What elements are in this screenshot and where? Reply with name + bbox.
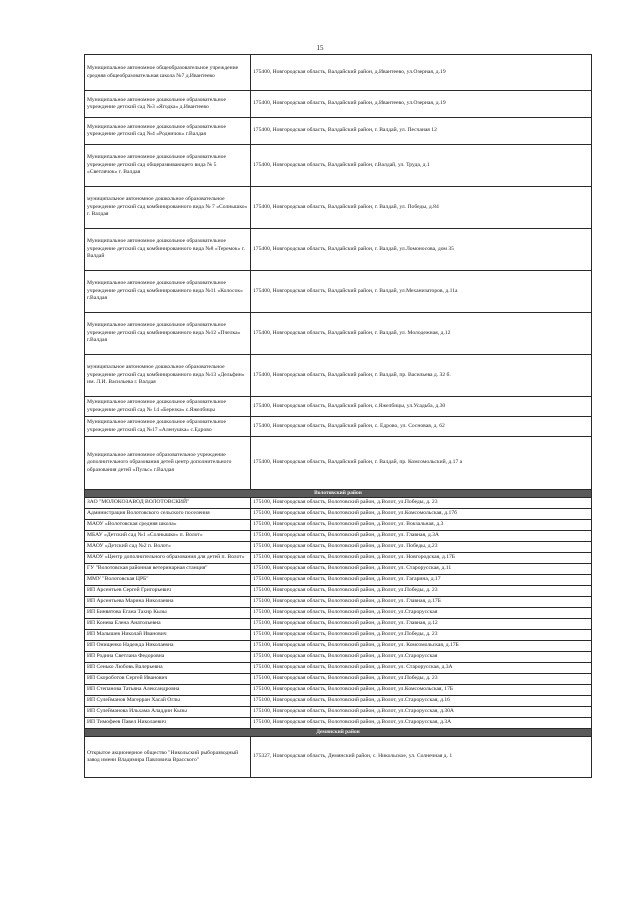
organization-address: 175400, Новгородская область, Валдайский район, г. Валдай, ул. Победы, д.84 bbox=[251, 187, 592, 229]
registry-table bbox=[84, 54, 592, 778]
organization-name: ИП Бинвятова Егана Тахир Кызы bbox=[85, 608, 251, 619]
organization-name: ИП Арсентьев Сергей Григорьевич bbox=[85, 586, 251, 597]
organization-name: ГУ "Волотовская районная ветеринарная станция" bbox=[85, 564, 251, 575]
organization-name: ИП Родина Светлана Федоровна bbox=[85, 652, 251, 663]
table-row bbox=[85, 685, 592, 696]
organization-name: Муниципальное автономное дошкольное образовательное учреждение детский сад №17 «Аленушка» с.Едрово bbox=[85, 417, 251, 437]
organization-address: 175100, Новгородская область, Волотовский район, д.Волот, ул. Комсомольская, д.17Б bbox=[251, 641, 592, 652]
organization-address: 175100, Новгородская область, Волотовский район, д.Волот, ул.Победы, д. 23 bbox=[251, 498, 592, 509]
table-row bbox=[85, 542, 592, 553]
organization-name: Муниципальное автономное общеобразовательное учреждение средняя общеобразовательная школа №7 д.Ивантеево bbox=[85, 55, 251, 91]
organization-address: 175400, Новгородская область, Валдайский район, г. Валдай, ул.Механизаторов, д.11а bbox=[251, 271, 592, 313]
demyansk-district-rows bbox=[85, 737, 592, 778]
organization-address: 175100, Новгородская область, Волотовский район, д.Волот, ул.Победы, д. 23 bbox=[251, 586, 592, 597]
organization-name: МАОУ «Детский сад №2 п. Волот» bbox=[85, 542, 251, 553]
table-row bbox=[85, 718, 592, 729]
organization-name: ИП Тимофеев Павел Николаевич bbox=[85, 718, 251, 729]
district-header-demyansk bbox=[85, 729, 592, 737]
table-row bbox=[85, 531, 592, 542]
organization-address: 175100, Новгородская область, Волотовский район, д.Волот, ул. Главная, д.3А bbox=[251, 531, 592, 542]
table-row bbox=[85, 271, 592, 313]
organization-name: Муниципальное автономное дошкольное образовательное учреждение детский сад комбинированного вида №8 «Теремок» г. Валдай bbox=[85, 229, 251, 271]
table-row bbox=[85, 417, 592, 437]
volot-district-rows bbox=[85, 498, 592, 729]
organization-address: 175400, Новгородская область, Валдайский район, г.Валдай, ул. Труда, д.1 bbox=[251, 145, 592, 187]
organization-name: ЗАО "МОЛОКОЗАВОД ВОЛОТОВСКИЙ" bbox=[85, 498, 251, 509]
valdai-district-rows bbox=[85, 55, 592, 490]
district-name: Демянский район bbox=[85, 729, 592, 737]
table-row bbox=[85, 663, 592, 674]
organization-address: 175400, Новгородская область, Валдайский район, г. Валдай, ул.Ломоносова, дом 35 bbox=[251, 229, 592, 271]
table-row bbox=[85, 55, 592, 91]
table-row bbox=[85, 737, 592, 778]
organization-address: 175400, Новгородская область, Валдайский район, г. Валдай, ул. Молодежная, д.12 bbox=[251, 313, 592, 355]
organization-name: Муниципальное автономное дошкольное образовательное учреждение детский сад №3 «Ягодка» д.Ивантеево bbox=[85, 91, 251, 118]
organization-name: Муниципальное автономное дошкольное образовательное учреждение детский сад комбинированного вида №12 «Пчелка» г.Валдая bbox=[85, 313, 251, 355]
organization-address: 175100, Новгородская область, Волотовский район, д.Волот, ул. Победы, д.23 bbox=[251, 542, 592, 553]
table-row bbox=[85, 145, 592, 187]
table-row bbox=[85, 707, 592, 718]
page-number: 15 bbox=[316, 44, 324, 52]
organization-address: 175100, Новгородская область, Волотовский район, д.Волот, ул.Комсомольская, 17Б bbox=[251, 685, 592, 696]
table-row bbox=[85, 641, 592, 652]
table-row bbox=[85, 597, 592, 608]
organization-name: ИП Малышев Николай Иванович bbox=[85, 630, 251, 641]
organization-name: ИП Степанова Татьяна Александровна bbox=[85, 685, 251, 696]
organization-address: 175100, Новгородская область, Волотовский район, д.Волот, ул.Старорусская bbox=[251, 652, 592, 663]
table-row bbox=[85, 509, 592, 520]
table-row bbox=[85, 586, 592, 597]
table-row bbox=[85, 564, 592, 575]
organization-address: 175400, Новгородская область, Валдайский район, г. Валдай, ул. Песчаная 12 bbox=[251, 118, 592, 145]
organization-name: Муниципальное автономное дошкольное образовательное учреждение детский сад №4 «Родничок» г.Валдая bbox=[85, 118, 251, 145]
demyansk-district-section bbox=[85, 729, 592, 737]
organization-address: 175100, Новгородская область, Волотовский район, д.Волот, ул. Новгородская, д.17Б bbox=[251, 553, 592, 564]
table-row bbox=[85, 520, 592, 531]
volot-district-section bbox=[85, 490, 592, 498]
organization-address: 175100, Новгородская область, Волотовский район, д.Волот, ул. Главная, д.17Б bbox=[251, 597, 592, 608]
organization-address: 175100, Новгородская область, Волотовский район, д.Волот, ул.Победы, д. 23 bbox=[251, 674, 592, 685]
organization-name: муниципальное автономное дошкольное образовательное учреждение детский сад комбинированного вида № 7 «Солнышко» г. Валдая bbox=[85, 187, 251, 229]
table-row bbox=[85, 619, 592, 630]
organization-address: 175400, Новгородская область, Валдайский район, г. Валдай, пр. Васильева д. 32 б. bbox=[251, 355, 592, 397]
table-row bbox=[85, 630, 592, 641]
organization-name: МАОУ «Центр дополнительного образования для детей п. Волот» bbox=[85, 553, 251, 564]
table-row bbox=[85, 608, 592, 619]
organization-address: 175100, Новгородская область, Волотовский район, д.Волот, ул. Главная, д.12 bbox=[251, 619, 592, 630]
organization-address: 175100, Новгородская область, Волотовский район, д.Волот, ул. Старорусская, д.3А bbox=[251, 663, 592, 674]
organization-name: муниципальное автономное дошкольное образовательное учреждение детский сад комбинированного вида №13 «Дельфин» им. Л.И. Васильева г. Валдая bbox=[85, 355, 251, 397]
organization-name: ИП Арсентьева Марина Николаевна bbox=[85, 597, 251, 608]
organization-address: 175400, Новгородская область, Валдайский район, д.Ивантеево, ул.Озерная, д.19 bbox=[251, 55, 592, 91]
organization-name: Администрация Волотовского сельского поселения bbox=[85, 509, 251, 520]
organization-address: 175400, Новгородская область, Валдайский район, с. Едрово, ул. Сосновая, д. 62 bbox=[251, 417, 592, 437]
organization-name: Муниципальное автономное образовательное учреждение дополнительного образования детей центр дополнительного образования детей «Пульс» г.Валдая bbox=[85, 437, 251, 490]
organization-address: 175400, Новгородская область, Валдайский район, г. Валдай, пр. Комсомольский, д.17 а bbox=[251, 437, 592, 490]
table-row bbox=[85, 553, 592, 564]
organization-name: ММУ "Волотовская ЦРБ" bbox=[85, 575, 251, 586]
organization-address: 175327, Новгородская область, Демянский район, с. Никольское, ул. Солнечная д. 1 bbox=[251, 737, 592, 778]
organization-address: 175100, Новгородская область, Волотовский район, д.Волот, ул.Старорусская, д.16 bbox=[251, 696, 592, 707]
organization-name: ИП Сулейманов Магерран Хасай Оглы bbox=[85, 696, 251, 707]
organization-address: 175100, Новгородская область, Волотовский район, д.Волот, ул. Вокзальная, д.3 bbox=[251, 520, 592, 531]
district-name: Волотовский район bbox=[85, 490, 592, 498]
organization-name: МАОУ «Волотовская средняя школа» bbox=[85, 520, 251, 531]
organization-address: 175400, Новгородская область, Валдайский район, д.Ивантеево, ул.Озерная, д.19 bbox=[251, 91, 592, 118]
organization-address: 175400, Новгородская область, Валдайский район, с.Яжелбицы, ул.Усадьба, д.30 bbox=[251, 397, 592, 417]
table-row bbox=[85, 91, 592, 118]
organization-address: 175100, Новгородская область, Волотовский район, д.Волот, ул.Старорусская bbox=[251, 608, 592, 619]
table-row bbox=[85, 229, 592, 271]
organization-address: 175100, Новгородская область, Волотовский район, д.Волот, ул. Гагарина, д.17 bbox=[251, 575, 592, 586]
table-row bbox=[85, 355, 592, 397]
organization-name: ИП Онищенко Надежда Николаевна bbox=[85, 641, 251, 652]
table-row bbox=[85, 397, 592, 417]
district-header-volot bbox=[85, 490, 592, 498]
organization-name: ИП Скороботов Сергей Иванович bbox=[85, 674, 251, 685]
organization-name: ИП Конева Елена Анатольевна bbox=[85, 619, 251, 630]
organization-address: 175100, Новгородская область, Волотовский район, д.Волот, ул. Старорусская, д.11 bbox=[251, 564, 592, 575]
table-row bbox=[85, 575, 592, 586]
organization-name: МБАУ «Детский сад №1 «Солнышко» п. Волот» bbox=[85, 531, 251, 542]
organization-address: 175100, Новгородская область, Волотовский район, д.Волот, ул.Старорусская, д.30А bbox=[251, 707, 592, 718]
table-row bbox=[85, 696, 592, 707]
organization-address: 175100, Новгородская область, Волотовский район, д.Волот, ул.Комсомольская, д.17б bbox=[251, 509, 592, 520]
table-row bbox=[85, 498, 592, 509]
organization-name: Открытое акционерное общество "Никольский рыборазводный завод имени Владимира Павловича Врасского" bbox=[85, 737, 251, 778]
organization-name: ИП Сулейманова Ильхама Аладдин Кызы bbox=[85, 707, 251, 718]
table-row bbox=[85, 118, 592, 145]
organization-name: ИП Сенько Любовь Валерьевна bbox=[85, 663, 251, 674]
table-row bbox=[85, 187, 592, 229]
table-row bbox=[85, 652, 592, 663]
organization-name: Муниципальное автономное дошкольное образовательное учреждение детский сад комбинированного вида №11 «Колосок» г.Валдая bbox=[85, 271, 251, 313]
organization-name: Муниципальное автономное дошкольное образовательное учреждение детский сад общеразвивающего вида № 5 «Светлячок» г. Валдая bbox=[85, 145, 251, 187]
table-row bbox=[85, 437, 592, 490]
table-row bbox=[85, 313, 592, 355]
organization-name: Муниципальное автономное дошкольное образовательное учреждение детский сад № 14 «Березка» с.Яжелбицы bbox=[85, 397, 251, 417]
organization-address: 175100, Новгородская область, Волотовский район, д.Волот, ул.Победы, д. 23 bbox=[251, 630, 592, 641]
organization-address: 175100, Новгородская область, Волотовский район, д.Волот, ул.Старорусская, д.3А bbox=[251, 718, 592, 729]
table-row bbox=[85, 674, 592, 685]
